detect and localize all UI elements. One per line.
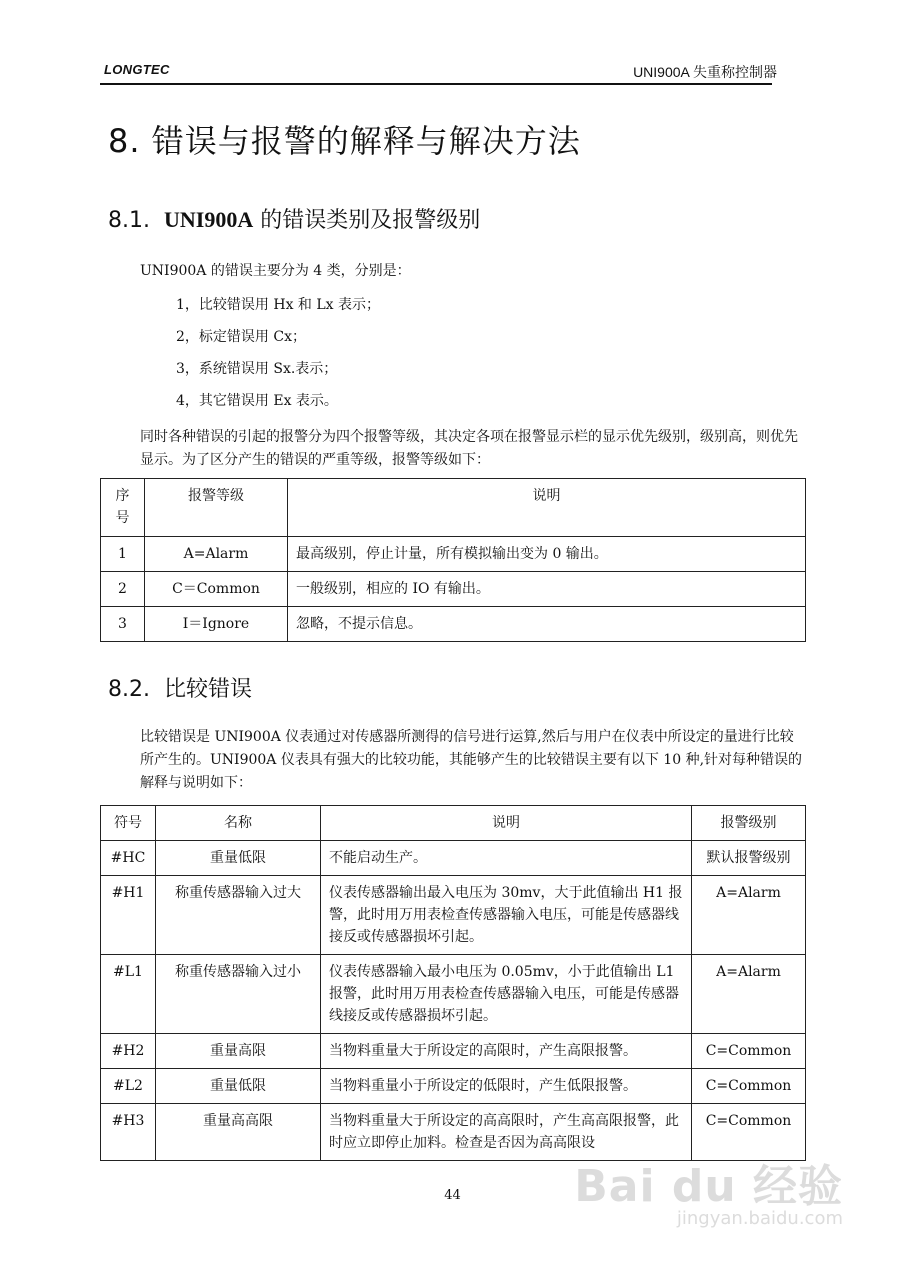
- table-row: [101, 572, 806, 607]
- table-cell: #H2: [101, 1034, 156, 1069]
- list-item: 3，系统错误用 Sx.表示；: [176, 361, 338, 377]
- section-8-1-heading: [108, 203, 480, 234]
- table-row: [101, 876, 806, 955]
- alarm-level-table: [100, 478, 806, 642]
- header-divider: [100, 83, 772, 85]
- table-cell: #L2: [101, 1069, 156, 1104]
- list-item: 4，其它错误用 Ex 表示。: [176, 393, 338, 409]
- table-row: [101, 955, 806, 1034]
- table-cell: #H1: [101, 876, 156, 955]
- header-cell: 符号: [101, 806, 156, 841]
- table-cell: A=Alarm: [692, 876, 806, 955]
- baidu-watermark: [574, 1150, 843, 1229]
- table-cell: 称重传感器输入过小: [156, 955, 321, 1034]
- table-cell: 不能启动生产。: [321, 841, 692, 876]
- intro-text: UNI900A 的错误主要分为 4 类，分别是：: [140, 263, 411, 279]
- section-number: 8.2.: [108, 677, 150, 702]
- table-cell: A=Alarm: [145, 537, 288, 572]
- watermark-logo: Bai du 经验: [574, 1161, 843, 1212]
- table-cell: 仪表传感器输入最小电压为 0.05mv，小于此值输出 L1 报警，此时用万用表检查传感器输入电压，可能是传感器线接反或传感器损坏引起。: [321, 955, 692, 1034]
- table-header-row: [101, 806, 806, 841]
- chapter-title: 8. 错误与报警的解释与解决方法: [108, 122, 581, 160]
- table-cell: C=Common: [692, 1104, 806, 1161]
- table-cell: 1: [101, 537, 145, 572]
- error-category-list: [176, 294, 380, 422]
- table-row: [101, 537, 806, 572]
- table-cell: 最高级别，停止计量，所有模拟输出变为 0 输出。: [288, 537, 806, 572]
- section-heading-text: 的错误类别及报警级别: [253, 208, 481, 233]
- table-cell: 一般级别，相应的 IO 有输出。: [288, 572, 806, 607]
- header-brand: LONGTEC: [104, 62, 170, 77]
- table-row: [101, 1034, 806, 1069]
- header-cell: 序号: [101, 479, 145, 537]
- section-heading-bold: UNI900A: [163, 207, 254, 232]
- table-cell: 当物料重量大于所设定的高限时，产生高限报警。: [321, 1034, 692, 1069]
- table-cell: C=Common: [692, 1034, 806, 1069]
- section-heading-text: 比较错误: [163, 677, 252, 702]
- table-header-row: [101, 479, 806, 537]
- table-row: [101, 841, 806, 876]
- table-cell: 当物料重量小于所设定的低限时，产生低限报警。: [321, 1069, 692, 1104]
- header-cell: 报警级别: [692, 806, 806, 841]
- table-cell: 重量低限: [156, 841, 321, 876]
- header-cell: 报警等级: [145, 479, 288, 537]
- comparison-error-paragraph: 比较错误是 UNI900A 仪表通过对传感器所测得的信号进行运算,然后与用户在仪表中所设定的量进行比较所产生的。UNI900A 仪表具有强大的比较功能，其能够产生的比较错误主要有以下 10 种,针对每种错误的解释与说明如下：: [140, 729, 803, 791]
- header-product: UNI900A 失重称控制器: [633, 64, 777, 80]
- header-cell: 名称: [156, 806, 321, 841]
- table-cell: I＝Ignore: [145, 607, 288, 642]
- list-item: 2，标定错误用 Cx；: [176, 329, 306, 345]
- watermark-url: jingyan.baidu.com: [676, 1208, 843, 1229]
- table-cell: 称重传感器输入过大: [156, 876, 321, 955]
- table-cell: A=Alarm: [692, 955, 806, 1034]
- section-number: 8.1.: [108, 208, 150, 233]
- table-cell: #HC: [101, 841, 156, 876]
- table-cell: C=Common: [692, 1069, 806, 1104]
- table-cell: 默认报警级别: [692, 841, 806, 876]
- list-item: 1，比较错误用 Hx 和 Lx 表示；: [176, 297, 381, 313]
- page-number: 44: [444, 1188, 461, 1203]
- alarm-level-paragraph: 同时各种错误的引起的报警分为四个报警等级，其决定各项在报警显示栏的显示优先级别，级别高，则优先显示。为了区分产生的错误的严重等级，报警等级如下：: [140, 429, 798, 468]
- comparison-error-table: [100, 805, 806, 1161]
- table-cell: 2: [101, 572, 145, 607]
- table-cell: 仪表传感器输出最入电压为 30mv，大于此值输出 H1 报警，此时用万用表检查传感器输入电压，可能是传感器线接反或传感器损坏引起。: [321, 876, 692, 955]
- table-cell: #L1: [101, 955, 156, 1034]
- table-cell: 重量高限: [156, 1034, 321, 1069]
- table-cell: 重量低限: [156, 1069, 321, 1104]
- table-cell: 忽略，不提示信息。: [288, 607, 806, 642]
- table-cell: C＝Common: [145, 572, 288, 607]
- header-cell: 说明: [321, 806, 692, 841]
- header-cell: 说明: [288, 479, 806, 537]
- table-row: [101, 1069, 806, 1104]
- table-cell: 重量高高限: [156, 1104, 321, 1161]
- table-cell: #H3: [101, 1104, 156, 1161]
- table-cell: 3: [101, 607, 145, 642]
- table-row: [101, 607, 806, 642]
- section-8-2-heading: [108, 672, 252, 703]
- table-cell: 当物料重量大于所设定的高高限时，产生高高限报警，此时应立即停止加料。检查是否因为高高限设: [321, 1104, 692, 1161]
